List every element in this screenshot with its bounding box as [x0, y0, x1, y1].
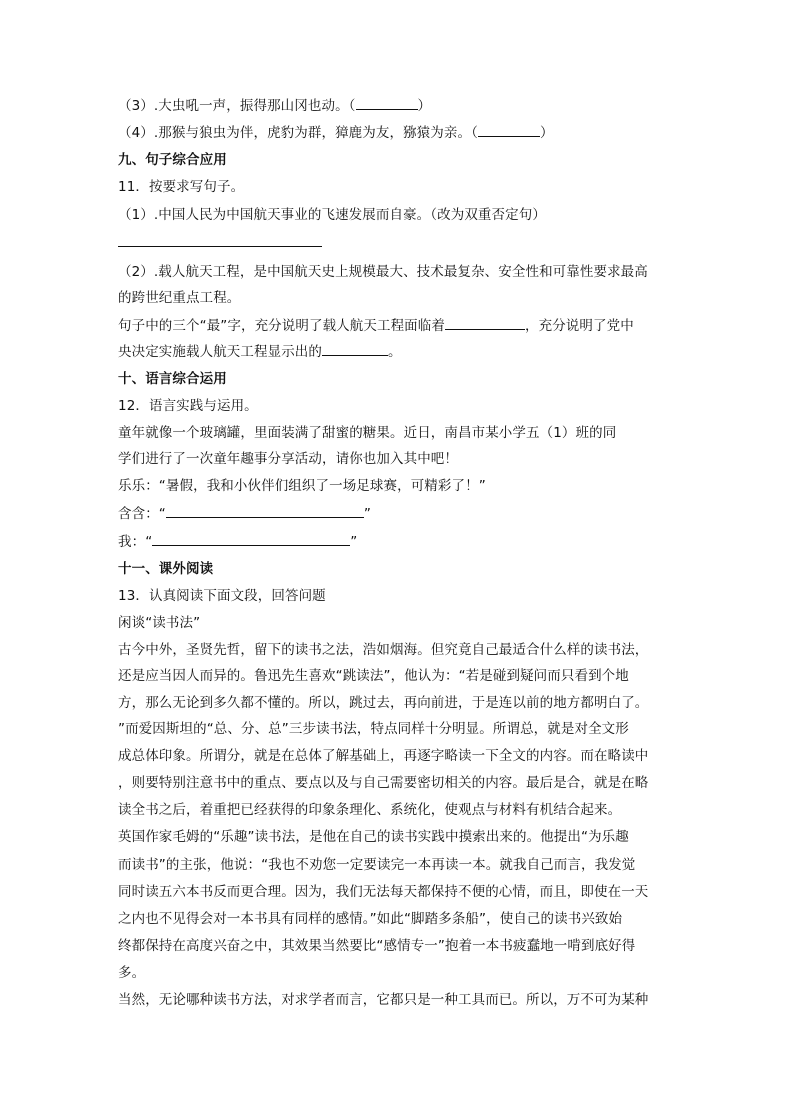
- question-3-line: [118, 95, 678, 116]
- question-11-2-text-d: 。: [388, 344, 402, 360]
- section-heading-9: 九、句子综合应用: [118, 152, 227, 168]
- article-line: 古今中外，圣贤先哲，留下的读书之法，浩如烟海。但究竟自己最适合什么样的读书法，: [118, 642, 649, 658]
- dialogue-lele: 乐乐：“暑假，我和小伙伴们组织了一场足球赛，可精彩了！”: [118, 478, 486, 494]
- dialogue-hanhan-close: ”: [363, 506, 372, 522]
- answer-blank-hanhan[interactable]: [166, 503, 364, 518]
- article-line: ，则要特别注意书中的重点、要点以及与自己需要密切相关的内容。最后是合，就是在略: [118, 775, 649, 791]
- question-11-title: 11．按要求写句子。: [118, 179, 245, 195]
- answer-blank-q3[interactable]: [356, 95, 418, 110]
- article-line: 当然，无论哪种读书方法，对求学者而言，它都只是一种工具而已。所以，万不可为某种: [118, 992, 649, 1008]
- question-3-text: （3）.大虫吼一声，振得那山冈也动。（: [118, 98, 356, 114]
- article-line: 而读书”的主张，他说：“我也不劝您一定要读完一本再读一本。就我自己而言，我发觉: [118, 857, 636, 873]
- question-11-2-line-2: 的跨世纪重点工程。: [118, 290, 241, 306]
- article-line: ”而爱因斯坦的“总、分、总”三步读书法，特点同样十分明显。所谓总，就是对全文形: [118, 721, 629, 737]
- question-11-2-line-4: [118, 341, 678, 362]
- answer-blank-11-2-a[interactable]: [445, 315, 525, 330]
- article-line: 英国作家毛姆的“乐趣”读书法，是他在自己的读书实践中摸索出来的。他提出“为乐趣: [118, 829, 629, 845]
- question-13-title: 13．认真阅读下面文段，回答问题: [118, 588, 326, 604]
- question-12-intro-2: 学们进行了一次童年趣事分享活动，请你也加入其中吧！: [118, 451, 458, 467]
- dialogue-hanhan-label: 含含：“: [118, 506, 166, 522]
- answer-blank-me[interactable]: [152, 531, 350, 546]
- question-11-2-text-a: 句子中的三个“最”字，充分说明了载人航天工程面临着: [118, 318, 445, 334]
- article-line: 方，那么无论到多久都不懂的。所以，跳过去，再向前进，于是连以前的地方都明白了。: [118, 695, 649, 711]
- question-3-close: ）: [417, 98, 432, 114]
- answer-blank-11-2-b[interactable]: [322, 341, 388, 356]
- dialogue-hanhan: [118, 503, 678, 524]
- article-line: 多。: [118, 965, 146, 981]
- section-heading-11: 十一、课外阅读: [118, 561, 214, 577]
- question-4-line: [118, 122, 678, 143]
- section-heading-10: 十、语言综合运用: [118, 371, 227, 387]
- question-11-2-line-3: [118, 315, 678, 336]
- answer-blank-q4[interactable]: [478, 122, 540, 137]
- question-11-1-text: （1）.中国人民为中国航天事业的飞速发展而自豪。（改为双重否定句）: [118, 207, 546, 223]
- dialogue-me: [118, 531, 678, 552]
- dialogue-me-label: 我：“: [118, 534, 153, 550]
- article-line: 还是应当因人而异的。鲁迅先生喜欢“跳读法”，他认为：“若是碰到疑问而只看到个地: [118, 668, 629, 684]
- article-line: 读全书之后，着重把已经获得的印象条理化、系统化，使观点与材料有机结合起来。: [118, 802, 622, 818]
- question-11-2-line-1: （2）.载人航天工程，是中国航天史上规模最大、技术最复杂、安全性和可靠性要求最高: [118, 264, 648, 280]
- question-11-2-text-c: 央决定实施载人航天工程显示出的: [118, 344, 322, 360]
- question-4-text: （4）.那猴与狼虫为伴，虎豹为群，獐鹿为友，猕猿为亲。（: [118, 125, 478, 141]
- article-line: 同时读五六本书反而更合理。因为，我们无法每天都保持不便的心情，而且，即使在一天: [118, 884, 649, 900]
- question-12-title: 12．语言实践与运用。: [118, 398, 258, 414]
- article-line: 成总体印象。所谓分，就是在总体了解基础上，再逐字略读一下全文的内容。而在略读中: [118, 748, 649, 764]
- question-4-close: ）: [539, 125, 554, 141]
- article-line: 之内也不见得会对一本书具有同样的感情。”如此“脚踏多条船”，使自己的读书兴致始: [118, 911, 623, 927]
- answer-line-11-1[interactable]: [118, 246, 322, 247]
- article-line: 终都保持在高度兴奋之中，其效果当然要比“感情专一”抱着一本书疲蠢地一啃到底好得: [118, 938, 636, 954]
- question-11-2-text-b: ，充分说明了党中: [525, 318, 634, 334]
- article-title: 闲谈“读书法”: [118, 615, 201, 631]
- dialogue-me-close: ”: [350, 534, 358, 550]
- question-12-intro-1: 童年就像一个玻璃罐，里面装满了甜蜜的糖果。近日，南昌市某小学五（1）班的同: [118, 425, 617, 441]
